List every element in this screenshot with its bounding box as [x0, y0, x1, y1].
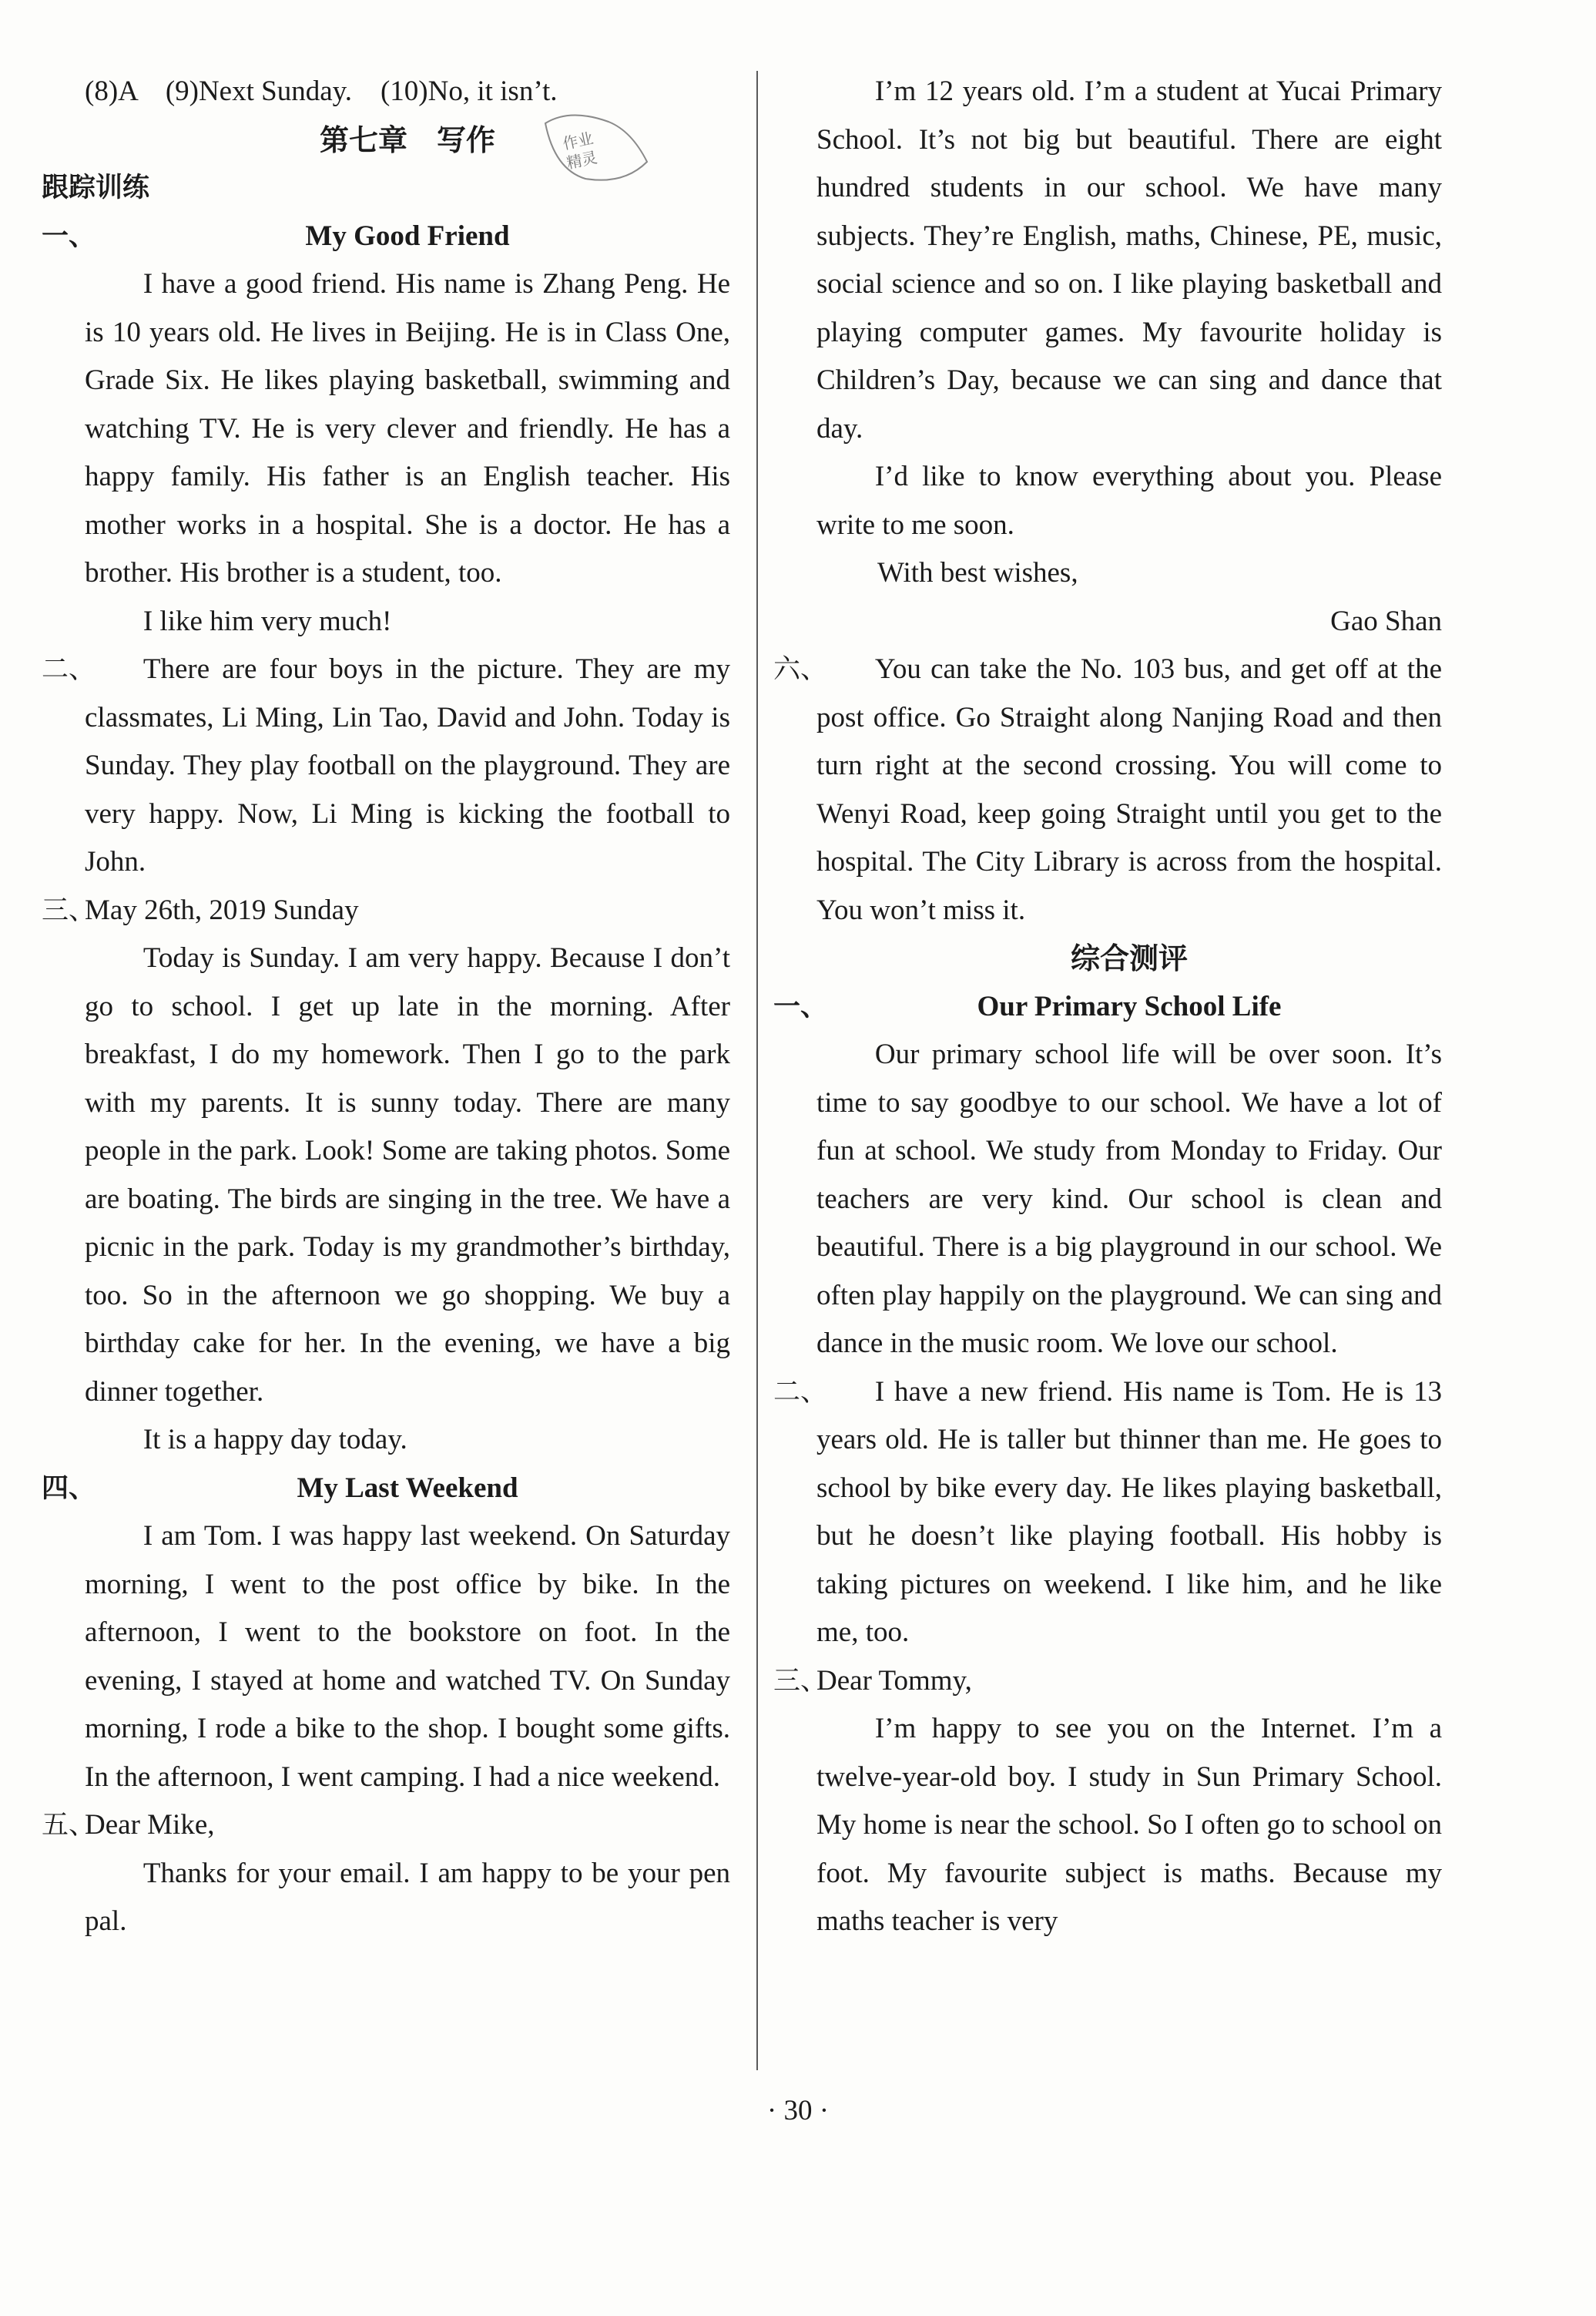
- page-number: · 30 ·: [766, 2095, 830, 2126]
- section-heading-test: 综合测评: [1070, 942, 1188, 975]
- item-number: 三、: [773, 1665, 828, 1697]
- paragraph: You can take the No. 103 bus, and get off at the post office. Go Straight along Nanjing Road and then turn right at the second crossing. You will come to Wenyi Road, keep going Straight until you get to the hospital. The City Library is across from the hospital. You won’t miss it.: [816, 653, 1442, 926]
- practice-item-5-continued: [816, 68, 1442, 646]
- item-number: 一、: [42, 220, 96, 252]
- item-number: 一、: [773, 991, 828, 1022]
- paragraph: I’d like to know everything about you. Please write to me soon.: [816, 461, 1442, 541]
- letter-closing: With best wishes,: [877, 557, 1078, 589]
- test-item-1: [773, 983, 1442, 1368]
- salutation: Dear Tommy,: [816, 1664, 972, 1697]
- chapter-title: 第七章 写作: [319, 123, 495, 157]
- essay-title: My Good Friend: [305, 220, 510, 252]
- answers-line: (8)A (9)Next Sunday. (10)No, it isn’t.: [85, 76, 558, 107]
- practice-item-1: [42, 213, 730, 646]
- left-column: [42, 68, 730, 1946]
- paragraph: I am Tom. I was happy last weekend. On Saturday morning, I went to the post office by bike. In the afternoon, I went to the bookstore on foot. In the evening, I stayed at home and watched TV. On Sunday morning, I rode a bike to the shop. I bought some gifts. In the afternoon, I went camping. I had a nice weekend.: [85, 1520, 730, 1793]
- paragraph: I have a good friend. His name is Zhang Peng. He is 10 years old. He lives in Beijing. He is in Class One, Grade Six. He likes playing basketball, swimming and watching TV. He is very clever and friendly. He has a happy family. His father is an English teacher. His mother works in a hospital. She is a doctor. He has a brother. His brother is a student, too.: [85, 268, 730, 589]
- essay-title: My Last Weekend: [297, 1472, 518, 1504]
- svg-text:精灵: 精灵: [565, 148, 599, 173]
- test-item-2: [773, 1368, 1442, 1657]
- item-number: 二、: [42, 654, 96, 685]
- paragraph: I have a new friend. His name is Tom. He is 13 years old. He is taller but thinner than me. He goes to school by bike every day. He likes playing basketball, but he doesn’t like playing football. His hobby is taking pictures on weekend. I like him, and he like me, too.: [816, 1375, 1442, 1648]
- column-divider: [756, 71, 758, 2070]
- paragraph: Today is Sunday. I am very happy. Because I don’t go to school. I get up late in the morning. After breakfast, I do my homework. Then I go to the park with my parents. It is sunny today. There are many people in the park. Look! Some are taking photos. Some are boating. The birds are singing in the tree. We have a picnic in the park. Today is my grandmother’s birthday, too. So in the afternoon we go shopping. We buy a birthday cake for her. In the evening, we have a big dinner together.: [85, 942, 730, 1408]
- paragraph: Our primary school life will be over soon. It’s time to say goodbye to our school. We have a lot of fun at school. We study from Monday to Friday. Our teachers are very kind. Our school is clean and beautiful. There is a big playground in our school. We often play happily on the playground. We can sing and dance in the music room. We love our school.: [816, 1039, 1442, 1359]
- item-number: 二、: [773, 1376, 828, 1408]
- right-column: [773, 68, 1442, 1946]
- salutation: Dear Mike,: [85, 1809, 215, 1841]
- section-heading-practice: 跟踪训练: [42, 173, 150, 203]
- practice-item-3: [42, 887, 730, 1465]
- practice-item-4: [42, 1465, 730, 1802]
- paragraph: There are four boys in the picture. They are my classmates, Li Ming, Lin Tao, David and John. Today is Sunday. They play football on the playground. They are very happy. Now, Li Ming is kicking the football to John.: [85, 653, 730, 878]
- paragraph: I like him very much!: [142, 605, 392, 637]
- paragraph: I’m happy to see you on the Internet. I’m a twelve-year-old boy. I study in Sun Primary School. My home is near the school. So I often go to school on foot. My favourite subject is maths. Because my maths teacher is very: [816, 1713, 1442, 1937]
- paragraph: I’m 12 years old. I’m a student at Yucai Primary School. It’s not big but beautiful. There are eight hundred students in our school. We have many subjects. They’re English, maths, Chinese, PE, music, social science and so on. I like playing basketball and playing computer games. My favourite holiday is Children’s Day, because we can sing and dance that day.: [816, 76, 1442, 445]
- essay-title: Our Primary School Life: [977, 990, 1282, 1022]
- svg-text:作业: 作业: [561, 128, 595, 153]
- paragraph: Thanks for your email. I am happy to be your pen pal.: [85, 1857, 730, 1937]
- item-number: 四、: [42, 1472, 96, 1504]
- practice-item-6: [773, 646, 1442, 935]
- diary-date: May 26th, 2019 Sunday: [85, 894, 359, 926]
- letter-signature: Gao Shan: [1330, 605, 1442, 637]
- item-number: 六、: [773, 654, 828, 685]
- paragraph: It is a happy day today.: [142, 1424, 407, 1455]
- item-number: 三、: [42, 895, 96, 926]
- item-number: 五、: [42, 1810, 96, 1841]
- practice-item-5: [42, 1801, 730, 1946]
- practice-item-2: [42, 646, 730, 887]
- test-item-3: [773, 1657, 1442, 1946]
